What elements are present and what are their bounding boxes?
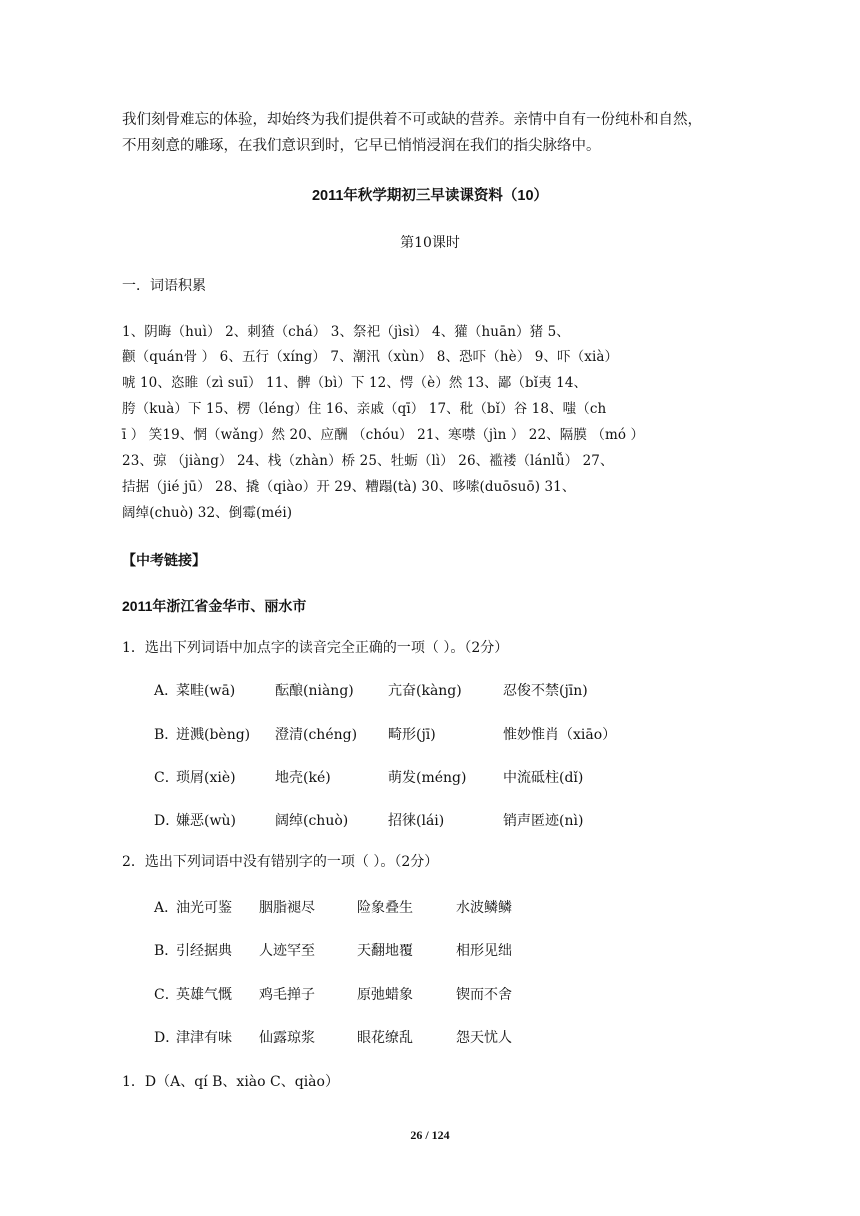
option-word: 忍俊不禁(jīn) xyxy=(503,683,588,699)
option-label: C． xyxy=(154,770,179,786)
question-1-stem: 1．选出下列词语中加点字的读音完全正确的一项（ ）。（2分） xyxy=(122,640,509,656)
option-word: 中流砥柱(dǐ) xyxy=(503,770,584,786)
option-label: A． xyxy=(154,900,179,916)
option-word: 鸡毛掸子 xyxy=(259,987,315,1003)
option-word: 仙露琼浆 xyxy=(259,1030,315,1046)
option-label: D． xyxy=(154,1030,180,1046)
vocab-line: 拮据（jié jū） 28、撬（qiào）开 29、糟蹋(tà) 30、哆嗦(duōsuō) 31、 xyxy=(122,479,576,495)
vocab-line: 1、阴晦（huì） 2、刺猹（chá） 3、祭祀（jìsì） 4、獾（huān）猪 5、 xyxy=(122,324,570,340)
option-word: 原弛蜡象 xyxy=(357,987,413,1003)
option-label: D． xyxy=(154,813,180,829)
option-word: 胭脂褪尽 xyxy=(259,900,315,916)
option-word: 人迹罕至 xyxy=(259,943,315,959)
option-word: 销声匿迹(nì) xyxy=(503,813,584,829)
option-word: 英雄气慨 xyxy=(176,987,232,1003)
option-label: C． xyxy=(154,987,179,1003)
option-word: 惟妙惟肖（xiāo） xyxy=(503,727,617,743)
exam-link-heading: 【中考链接】 xyxy=(122,552,206,568)
option-word: 亢奋(kàng) xyxy=(388,683,462,699)
option-word: 澄清(chéng) xyxy=(275,727,358,743)
option-word: 水波鳞鳞 xyxy=(456,900,512,916)
section-heading-vocab: 一．词语积累 xyxy=(122,278,206,294)
answer-key: 1．D（A、qí B、xiào C、qiào） xyxy=(122,1074,339,1090)
option-word: 相形见绌 xyxy=(456,943,512,959)
option-word: 琐屑(xiè) xyxy=(176,770,236,786)
vocab-line: 唬 10、恣睢（zì suī） 11、髀（bì）下 12、愕（è）然 13、鄙（bǐ夷 14、 xyxy=(122,375,588,391)
vocab-line: 胯（kuà）下 15、楞（léng）住 16、亲戚（qī） 17、秕（bǐ）谷 18、嗤（ch xyxy=(122,401,607,417)
option-label: B． xyxy=(154,943,179,959)
option-word: 畸形(jī) xyxy=(388,727,436,743)
vocab-line: 颧（quán骨 ） 6、五行（xíng） 7、潮汛（xùn） 8、恐吓（hè） 9、吓（xià） xyxy=(122,349,619,365)
exam-source: 2011年浙江省金华市、丽水市 xyxy=(122,598,307,614)
option-word: 菜畦(wā) xyxy=(176,683,236,699)
option-word: 怨天忧人 xyxy=(456,1030,512,1046)
option-word: 油光可鉴 xyxy=(176,900,232,916)
option-word: 嫌恶(wù) xyxy=(176,813,236,829)
option-word: 险象叠生 xyxy=(357,900,413,916)
option-word: 萌发(méng) xyxy=(388,770,467,786)
option-word: 阔绰(chuò) xyxy=(275,813,349,829)
option-word: 津津有味 xyxy=(176,1030,232,1046)
vocab-line: ī ） 笑19、惘（wǎng）然 20、应酬 （chóu） 21、寒噤（jìn ） 22、隔膜 （mó ） xyxy=(122,427,645,443)
option-word: 招徕(lái) xyxy=(388,813,445,829)
page-number: 26 / 124 xyxy=(410,1128,450,1142)
option-label: A． xyxy=(154,683,179,699)
option-label: B． xyxy=(154,727,179,743)
option-word: 锲而不舍 xyxy=(456,987,512,1003)
option-word: 引经据典 xyxy=(176,943,232,959)
option-word: 天翻地覆 xyxy=(357,943,413,959)
vocab-line: 23、弶 （jiàng） 24、栈（zhàn）桥 25、牡蛎（lì） 26、褴褛（lánlǚ） 27、 xyxy=(122,453,614,469)
intro-line-2: 不用刻意的雕琢，在我们意识到时，它早已悄悄浸润在我们的指尖脉络中。 xyxy=(122,138,601,154)
vocab-line: 阔绰(chuò) 32、倒霉(méi) xyxy=(122,505,293,521)
option-word: 地壳(ké) xyxy=(275,770,331,786)
option-word: 迸溅(bèng) xyxy=(176,727,251,743)
option-word: 酝酿(niàng) xyxy=(275,683,354,699)
option-word: 眼花缭乱 xyxy=(357,1030,413,1046)
question-2-stem: 2．选出下列词语中没有错别字的一项（ ）。（2分） xyxy=(122,854,439,870)
intro-line-1: 我们刻骨难忘的体验，却始终为我们提供着不可或缺的营养。亲情中自有一份纯朴和自然， xyxy=(122,112,702,128)
page-subtitle: 第10课时 xyxy=(400,235,460,251)
page-title: 2011年秋学期初三早读课资料（10） xyxy=(311,188,549,204)
